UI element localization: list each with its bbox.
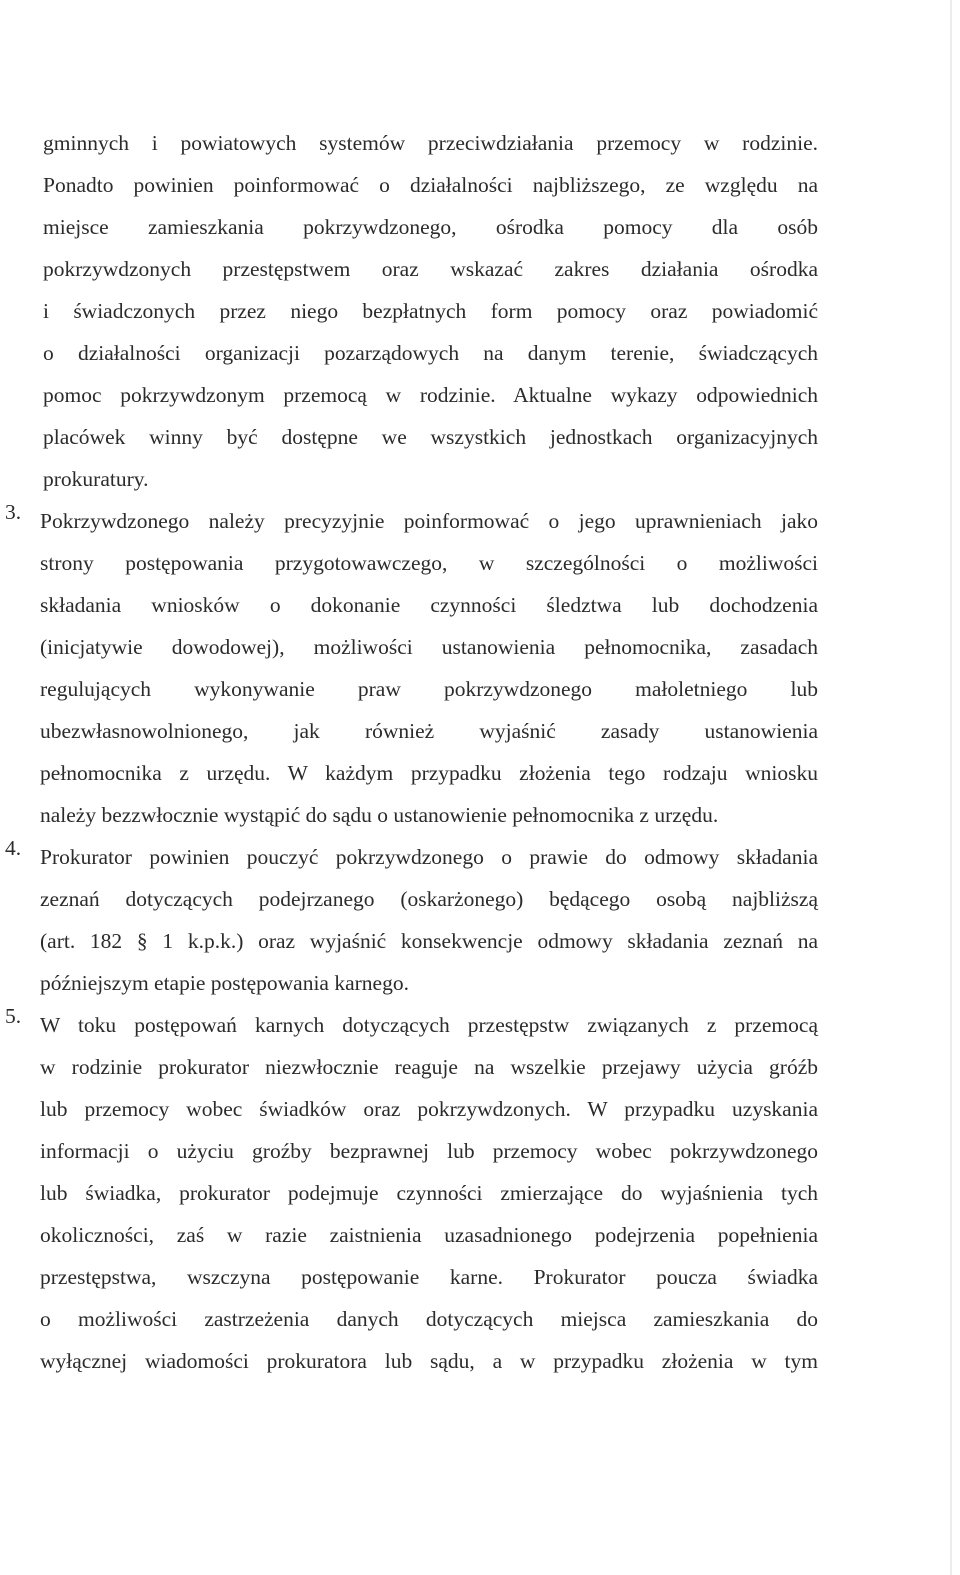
text-line: w rodzinie prokurator niezwłocznie reaguje na wszelkie przejawy użycia gróźb (40, 1055, 818, 1079)
text-line: o działalności organizacji pozarządowych na danym terenie, świadczących (43, 341, 818, 365)
text-line: (inicjatywie dowodowej), możliwości ustanowienia pełnomocnika, zasadach (40, 635, 818, 659)
text-line: pokrzywdzonych przestępstwem oraz wskazać zakres działania ośrodka (43, 257, 818, 281)
text-line: zeznań dotyczących podejrzanego (oskarżonego) będącego osobą najbliższą (40, 887, 818, 911)
text-line: lub przemocy wobec świadków oraz pokrzywdzonych. W przypadku uzyskania (40, 1097, 818, 1121)
text-line: o możliwości zastrzeżenia danych dotyczących miejsca zamieszkania do (40, 1307, 818, 1331)
list-item-4 (5, 836, 818, 1004)
list-item-3 (5, 500, 818, 836)
text-line: należy bezzwłocznie wystąpić do sądu o ustanowienie pełnomocnika z urzędu. (40, 803, 719, 827)
text-line: placówek winny być dostępne we wszystkich jednostkach organizacyjnych (43, 425, 818, 449)
list-item-number: 3. (5, 500, 22, 524)
paragraph-continuation (40, 122, 818, 500)
text-line: prokuratury. (43, 467, 149, 491)
page-edge (950, 0, 952, 1575)
text-line: i świadczonych przez niego bezpłatnych form pomocy oraz powiadomić (43, 299, 818, 323)
text-line: informacji o użyciu groźby bezprawnej lub przemocy wobec pokrzywdzonego (40, 1139, 818, 1163)
text-line: regulujących wykonywanie praw pokrzywdzonego małoletniego lub (40, 677, 818, 701)
text-line: (art. 182 § 1 k.p.k.) oraz wyjaśnić konsekwencje odmowy składania zeznań na (40, 929, 818, 953)
text-line: okoliczności, zaś w razie zaistnienia uzasadnionego podejrzenia popełnienia (40, 1223, 818, 1247)
document-page (5, 122, 818, 1382)
text-line: Pokrzywdzonego należy precyzyjnie poinformować o jego uprawnieniach jako (40, 509, 818, 533)
text-line: lub świadka, prokurator podejmuje czynności zmierzające do wyjaśnienia tych (40, 1181, 818, 1205)
list-item-number: 5. (5, 1004, 22, 1028)
text-line: późniejszym etapie postępowania karnego. (40, 971, 409, 995)
list-item-5 (5, 1004, 818, 1382)
text-line: gminnych i powiatowych systemów przeciwdziałania przemocy w rodzinie. (43, 131, 818, 155)
text-line: pomoc pokrzywdzonym przemocą w rodzinie. Aktualne wykazy odpowiednich (43, 383, 818, 407)
text-line: składania wniosków o dokonanie czynności śledztwa lub dochodzenia (40, 593, 818, 617)
text-line: pełnomocnika z urzędu. W każdym przypadku złożenia tego rodzaju wniosku (40, 761, 818, 785)
text-line: Ponadto powinien poinformować o działalności najbliższego, ze względu na (43, 173, 818, 197)
text-line: W toku postępowań karnych dotyczących przestępstw związanych z przemocą (40, 1013, 818, 1037)
text-line: przestępstwa, wszczyna postępowanie karne. Prokurator poucza świadka (40, 1265, 818, 1289)
text-line: miejsce zamieszkania pokrzywdzonego, ośrodka pomocy dla osób (43, 215, 818, 239)
text-line: ubezwłasnowolnionego, jak również wyjaśnić zasady ustanowienia (40, 719, 818, 743)
text-line: wyłącznej wiadomości prokuratora lub sądu, a w przypadku złożenia w tym (40, 1349, 818, 1373)
text-line: Prokurator powinien pouczyć pokrzywdzonego o prawie do odmowy składania (40, 845, 818, 869)
text-line: strony postępowania przygotowawczego, w szczególności o możliwości (40, 551, 818, 575)
list-item-number: 4. (5, 836, 22, 860)
